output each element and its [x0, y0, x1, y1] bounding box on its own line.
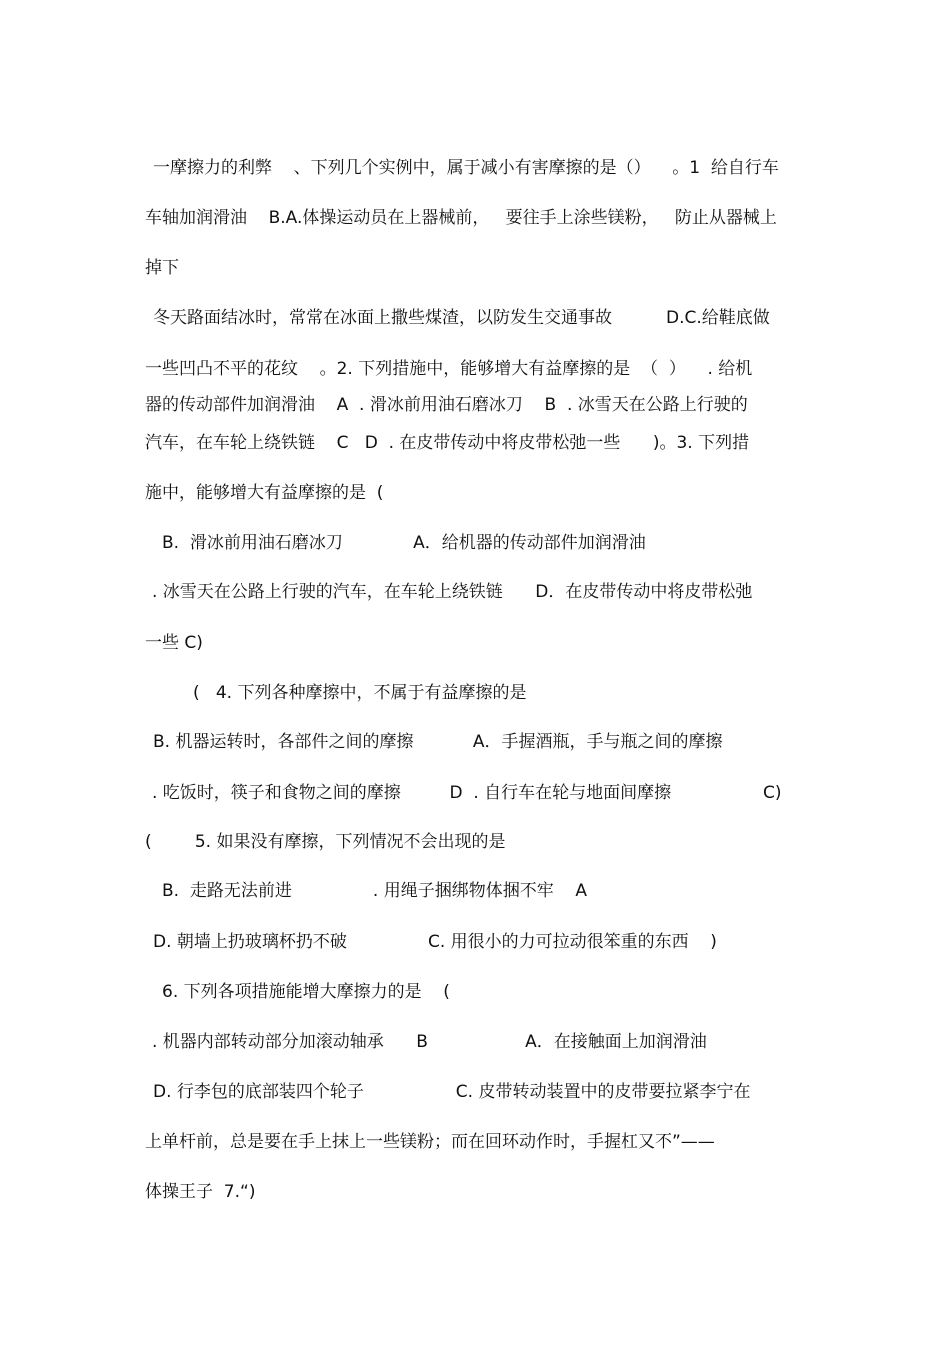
text-line: ( 5. 如果没有摩擦，下列情况不会出现的是 — [145, 832, 506, 852]
text-line: 上单杆前，总是要在手上抹上一些镁粉；而在回环动作时，手握杠又不”—— — [145, 1132, 715, 1152]
text-line: B. 走路无法前进 . 用绳子捆绑物体捆不牢 A — [162, 881, 587, 901]
text-line: D. 朝墙上扔玻璃杯扔不破 C. 用很小的力可拉动很笨重的东西 ) — [153, 932, 717, 952]
text-line: ( 4. 下列各种摩擦中，不属于有益摩擦的是 — [193, 683, 527, 703]
text-line: 一摩擦力的利弊 、下列几个实例中，属于减小有害摩擦的是（） 。1 给自行车 — [153, 158, 779, 178]
text-line: 汽车，在车轮上绕铁链 C D . 在皮带传动中将皮带松弛一些 )。3. 下列措 — [145, 433, 750, 453]
text-line: 掉下 — [145, 258, 179, 278]
text-line: 6. 下列各项措施能增大摩擦力的是 ( — [162, 982, 450, 1002]
text-line: 一些 C) — [145, 633, 203, 653]
text-line: 一些凹凸不平的花纹 。2. 下列措施中，能够增大有益摩擦的是 （ ） . 给机 — [145, 359, 753, 379]
text-line: . 吃饭时，筷子和食物之间的摩擦 D . 自行车在轮与地面间摩擦 C) — [152, 783, 782, 803]
text-line: 施中，能够增大有益摩擦的是 ( — [145, 483, 384, 503]
text-line: . 机器内部转动部分加滚动轴承 B A．在接触面上加润滑油 — [152, 1032, 707, 1052]
text-line: 车轴加润滑油 B.A.体操运动员在上器械前， 要往手上涂些镁粉， 防止从器械上 — [145, 208, 777, 228]
text-line: B. 滑冰前用油石磨冰刀 A．给机器的传动部件加润滑油 — [162, 533, 646, 553]
text-line: 冬天路面结冰时，常常在冰面上撒些煤渣，以防发生交通事故 D.C.给鞋底做 — [153, 308, 770, 328]
text-line: 器的传动部件加润滑油 A . 滑冰前用油石磨冰刀 B . 冰雪天在公路上行驶的 — [145, 395, 748, 415]
text-line: B. 机器运转时，各部件之间的摩擦 A．手握酒瓶，手与瓶之间的摩擦 — [153, 732, 723, 752]
text-line: . 冰雪天在公路上行驶的汽车，在车轮上绕铁链 D．在皮带传动中将皮带松弛 — [152, 582, 753, 602]
text-line: D. 行李包的底部装四个轮子 C. 皮带转动装置中的皮带要拉紧李宁在 — [153, 1082, 751, 1102]
text-line: 体操王子 7.“) — [145, 1182, 256, 1202]
